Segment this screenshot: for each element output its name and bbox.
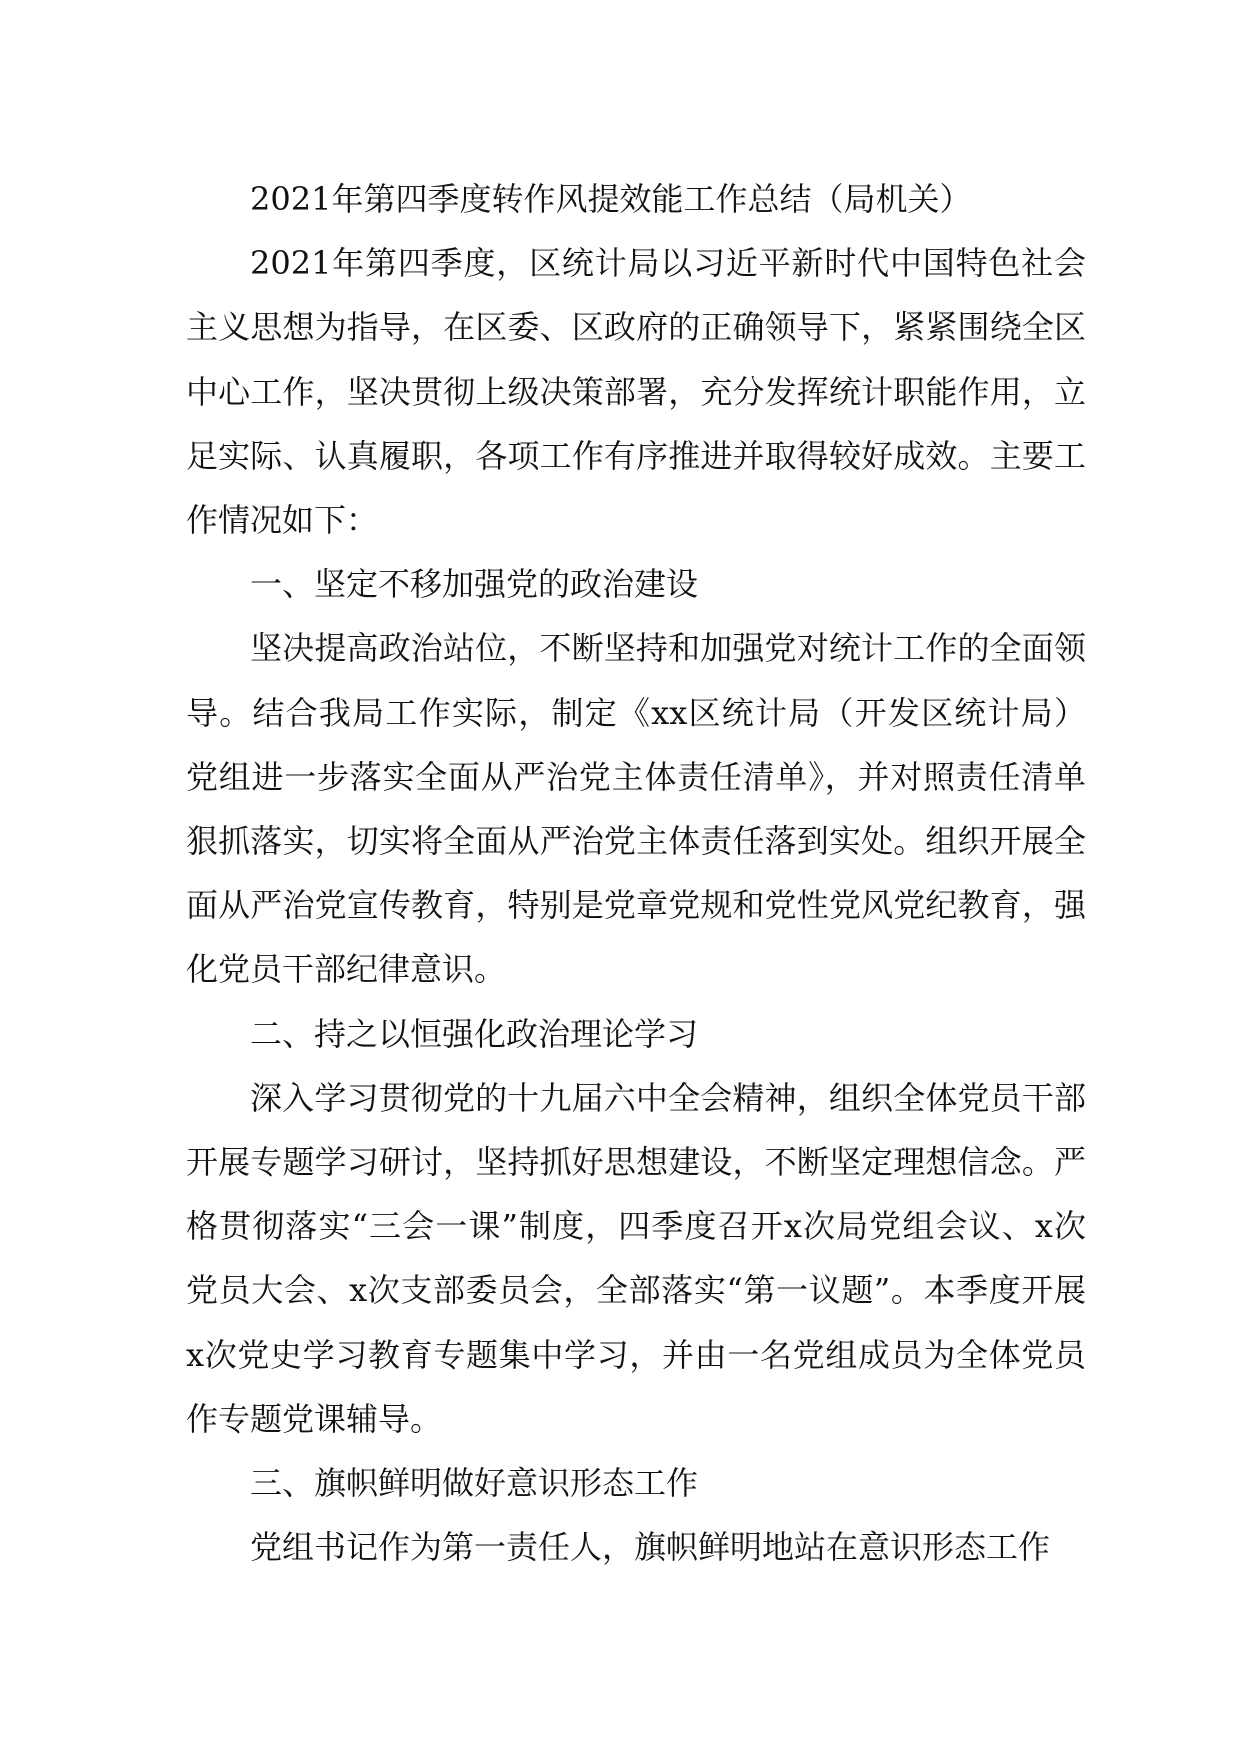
section-heading-3: 三、旗帜鲜明做好意识形态工作	[250, 1464, 699, 1503]
section-paragraph-2: 深入学习贯彻党的十九届六中全会精神，组织全体党员干部开展专题学习研讨，坚持抓好思想建设，不断坚定理想信念。严格贯彻落实“三会一课”制度，四季度召开x次局党组会议、x次党员大会、x次支部委员会，全部落实“第一议题”。本季度开展x次党史学习教育专题集中学习，并由一名党组成员为全体党员作专题党课辅导。	[186, 1078, 1086, 1438]
section-heading-1: 一、坚定不移加强党的政治建设	[250, 565, 699, 604]
document-body	[186, 167, 1086, 1579]
section-paragraph-1: 坚决提高政治站位，不断坚持和加强党对统计工作的全面领导。结合我局工作实际，制定《xx区统计局（开发区统计局）党组进一步落实全面从严治党主体责任清单》，并对照责任清单狠抓落实，切实将全面从严治党主体责任落到实处。组织开展全面从严治党宣传教育，特别是党章党规和党性党风党纪教育，强化党员干部纪律意识。	[186, 629, 1086, 989]
intro-paragraph: 2021年第四季度，区统计局以习近平新时代中国特色社会主义思想为指导，在区委、区政府的正确领导下，紧紧围绕全区中心工作，坚决贯彻上级决策部署，充分发挥统计职能作用，立足实际、认真履职，各项工作有序推进并取得较好成效。主要工作情况如下：	[186, 244, 1086, 540]
section-heading-2: 二、持之以恒强化政治理论学习	[250, 1014, 699, 1053]
document-title: 2021年第四季度转作风提效能工作总结（局机关）	[250, 180, 972, 218]
section-paragraph-3: 党组书记作为第一责任人，旗帜鲜明地站在意识形态工作	[250, 1528, 1051, 1567]
